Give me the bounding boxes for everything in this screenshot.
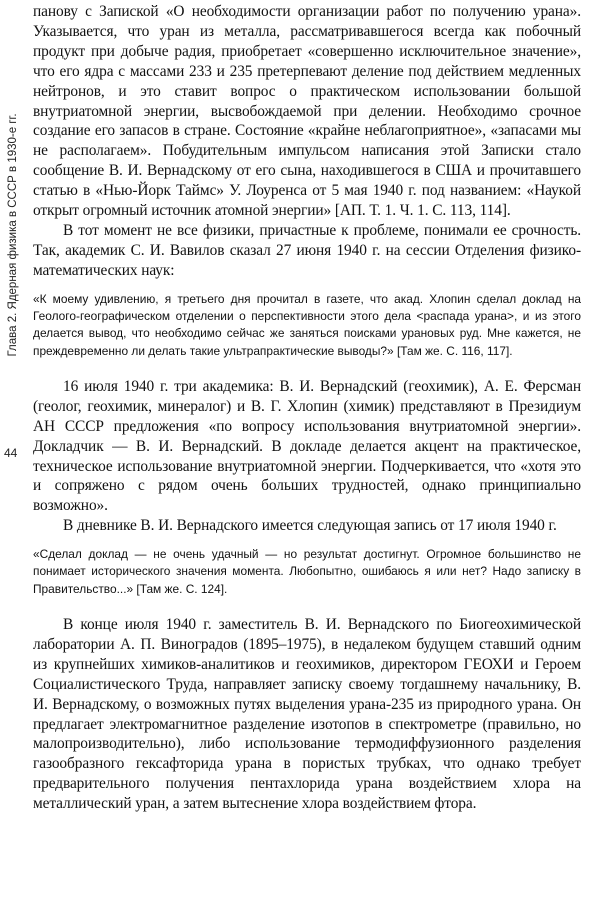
paragraph: В дневнике В. И. Вернадского имеется следующая запись от 17 июля 1940 г. [63, 517, 557, 535]
paragraph: В конце июля 1940 г. заместитель В. И. Вернадского по Биогеохимической лаборатории А. П. Виноградов (1895–1975), в недалеком будущем ставший одним из крупнейших химиков-аналитиков и геохимиков, директором ГЕОХИ и Героем Социалистического Труда, направляет записку своему тогдашнему начальнику, В. И. Вернадскому, о возможных путях выделения урана-235 из природного урана. Он предлагает электромагнитное разделение изотопов в спектрометре (правильно, но малопроизводительно), либо использование термодиффузионного разделения газообразного гексафторида урана в пористых трубках, что однако требует предварительного получения пентахлорида урана воздействием хлора на металлический уран, а затем вытеснение хлора воздействием фтора. [33, 616, 581, 813]
running-header-text: Глава 2. Ядерная физика в СССР в 1930-е гг. [7, 113, 19, 357]
block-quote: «К моему удивлению, я третьего дня прочитал в газете, что акад. Хлопин сделал доклад на Геолого-географическом отделении о перспективности этого дела <распада урана>, и из этого делается вывод, что необходимо сейчас же заняться поисками урановых руд. Мне кажется, не преждевременно ли делать такие ультрапрактические выводы?» [Там же. С. 116, 117]. [33, 291, 581, 358]
paragraph: 16 июля 1940 г. три академика: В. И. Вернадский (геохимик), А. Е. Ферсман (геолог, геохимик, минералог) и В. Г. Хлопин (химик) представляют в Президиум АН СССР предложения «по вопросу использования внутриатомной энергии». Докладчик — В. И. Вернадский. В докладе делается акцент на практическое, техническое использование внутриатомной энергии. Подчеркивается, что «хотя это и сопряжено с рядом очень больших трудностей, однако принципиально возможно». [33, 377, 581, 515]
running-header [0, 0, 26, 470]
block-quote: «Сделал доклад — не очень удачный — но результат достигнут. Огромное большинство не понимает исторического значения момента. Любопытно, ошибаюсь я или нет? Надо записку в Правительство...» [Там же. С. 124]. [33, 547, 581, 596]
paragraph: панову с Запиской «О необходимости организации работ по получению урана». Указывается, что уран из металла, рассматривавшегося всегда как побочный продукт при добыче радия, приобретает «совершенно исключительное значение», что его ядра с массами 233 и 235 претерпевают деление под действием медленных нейтронов, и это ставит вопрос о практическом использовании большой внутриатомной энергии, высвобождаемой при делении. Необходимо срочное создание его запасов в стране. Состояние «крайне неблагоприятное», «запасами мы не располагаем». Побудительным импульсом написания этой Записки стало сообщение В. И. Вернадскому от его сына, находившегося в США и прочитавшего статью в «Нью-Йорк Таймс» У. Лоуренса от 5 мая 1940 г. под названием: «Наукой открыт огромный источник атомной энергии» [АП. Т. 1. Ч. 1. С. 113, 114]. [33, 3, 581, 220]
page-body [33, 2, 581, 814]
paragraph: В тот момент не все физики, причастные к проблеме, понимали ее срочность. Так, академик С. И. Вавилов сказал 27 июня 1940 г. на сессии Отделения физико-математических наук: [33, 221, 581, 279]
page-number: 44 [4, 446, 18, 460]
